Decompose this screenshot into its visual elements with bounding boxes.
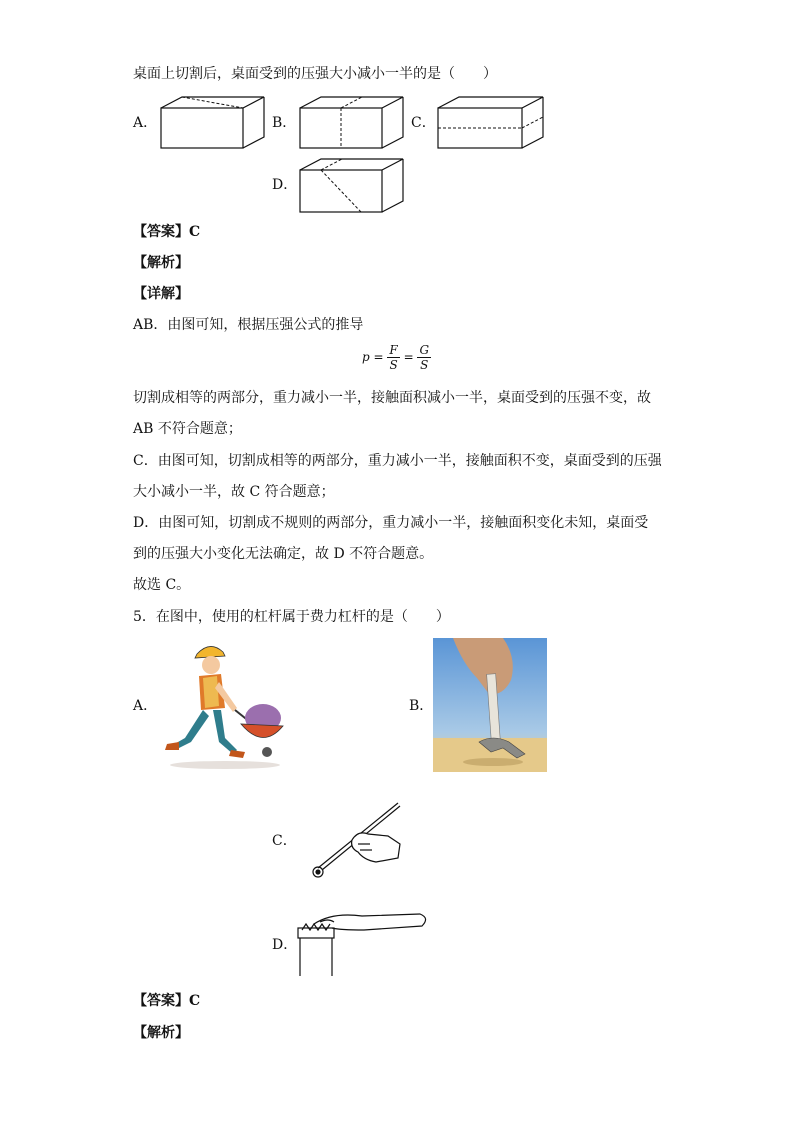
q5-option-c-label: C． <box>272 833 297 849</box>
answer-label-q5: 【答案】C <box>133 993 201 1009</box>
formula-fraction-gravity <box>417 343 431 372</box>
formula-equals-2: = <box>403 350 414 364</box>
formula-denominator-s2: S <box>420 358 429 372</box>
analysis-label: 【解析】 <box>133 255 189 271</box>
q4-option-d-box-figure <box>297 156 407 216</box>
formula-numerator-f: F <box>389 343 398 357</box>
analysis-label-q5: 【解析】 <box>133 1025 189 1041</box>
q4-option-c-box-figure <box>435 94 547 152</box>
formula-fraction-force <box>387 343 399 372</box>
explanation-ab-intro: AB．由图可知，根据压强公式的推导 <box>133 317 364 333</box>
q4-option-b-box-figure <box>297 94 407 152</box>
answer-label: 【答案】C <box>133 224 201 240</box>
q4-option-d-label: D． <box>272 177 298 193</box>
q4-option-c-label: C． <box>411 115 436 131</box>
q5-option-b-label: B． <box>409 698 434 714</box>
q4-option-b-label: B． <box>272 115 297 131</box>
explanation-choice: 故选 C。 <box>133 577 191 593</box>
explanation-ab-line1: 切割成相等的两部分，重力减小一半，接触面积减小一半，桌面受到的压强不变，故 <box>133 390 651 406</box>
formula-p: p <box>362 350 370 364</box>
explanation-d-line2: 到的压强大小变化无法确定，故 D 不符合题意。 <box>133 546 434 562</box>
tweezers-hand-image <box>306 800 404 886</box>
explanation-ab-line2: AB 不符合题意； <box>133 421 242 437</box>
formula-denominator-s1: S <box>389 358 398 372</box>
hammer-pulling-nail-image <box>433 638 547 772</box>
explanation-c-line2: 大小减小一半，故 C 符合题意； <box>133 484 335 500</box>
formula-equals-1: = <box>373 350 384 364</box>
q5-option-a-label: A． <box>133 698 158 714</box>
explanation-d-line1: D．由图可知，切割成不规则的两部分，重力减小一半，接触面积变化未知，桌面受 <box>133 515 649 531</box>
wheelbarrow-worker-image <box>155 638 285 770</box>
q5-option-d-label: D． <box>272 937 298 953</box>
pressure-formula <box>362 343 431 372</box>
formula-numerator-g: G <box>419 343 430 357</box>
detail-label: 【详解】 <box>133 286 189 302</box>
q4-option-a-label: A． <box>133 115 158 131</box>
bottle-opener-image <box>292 908 432 978</box>
q4-option-a-box-figure <box>158 94 268 152</box>
q5-stem: 5．在图中，使用的杠杆属于费力杠杆的是（ ） <box>133 609 450 625</box>
explanation-c-line1: C．由图可知，切割成相等的两部分，重力减小一半，接触面积不变，桌面受到的压强 <box>133 453 662 469</box>
q4-stem: 桌面上切割后，桌面受到的压强大小减小一半的是（ ） <box>133 66 497 82</box>
